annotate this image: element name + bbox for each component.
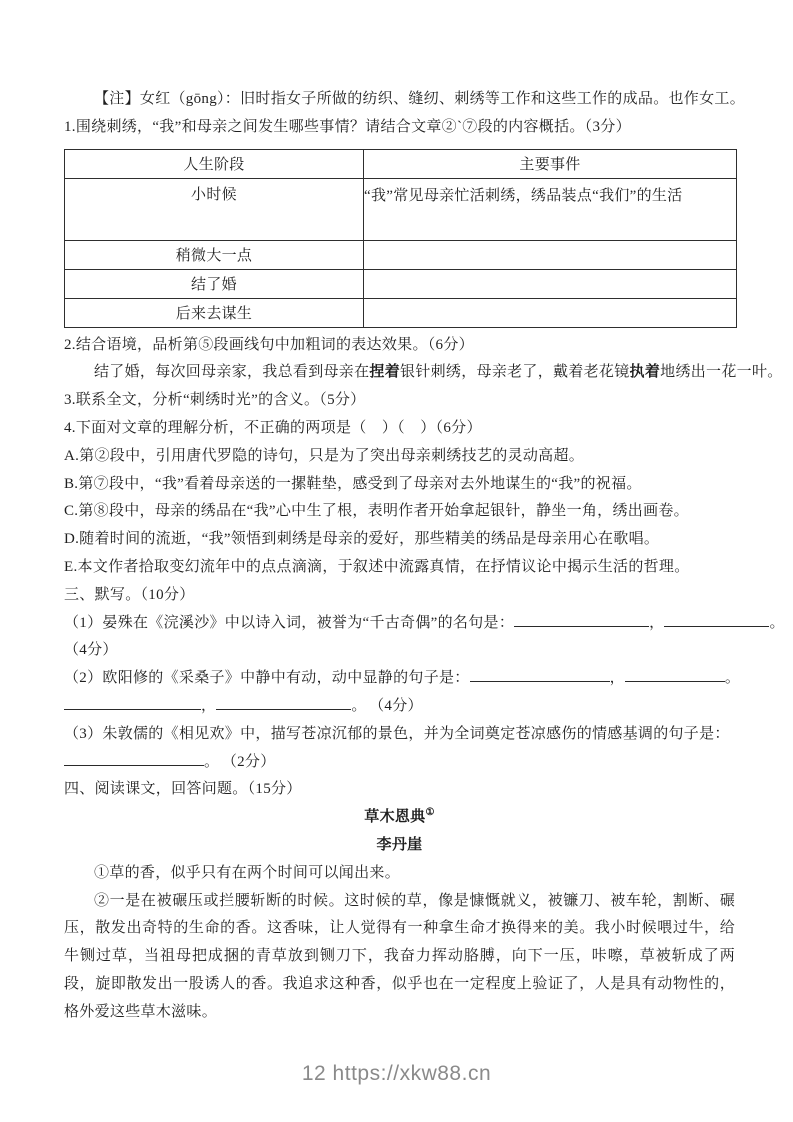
quote-part1: 结了婚，每次回母亲家，我总看到母亲在 <box>94 364 370 381</box>
option-c: C.第⑧段中，母亲的绣品在“我”心中生了根，表明作者开始拿起银针，静坐一角，绣出画卷。 <box>64 503 689 520</box>
dictation-item-2-cont <box>64 693 735 721</box>
event-cell <box>364 298 737 327</box>
answer-blank <box>664 611 769 627</box>
stage-cell: 稍微大一点 <box>65 240 364 269</box>
col-header-stage: 人生阶段 <box>65 149 364 178</box>
events-table <box>64 149 737 328</box>
dictation-item-3-cont <box>64 749 735 777</box>
answer-blank <box>64 750 204 766</box>
section-3-heading: 三、默写。（10分） <box>64 586 195 603</box>
passage-title-text: 草木恩典 <box>364 809 426 826</box>
dictation-item-1 <box>64 610 785 638</box>
table-row <box>65 269 737 298</box>
col-header-event: 主要事件 <box>364 149 737 178</box>
dictation-3-score: （2分） <box>229 753 276 770</box>
dictation-1-end: 。 <box>769 614 785 631</box>
quoted-sentence <box>64 359 783 387</box>
table-row <box>65 240 737 269</box>
stage-cell: 结了婚 <box>65 269 364 298</box>
dictation-1-text: （1）晏殊在《浣溪沙》中以诗入词，被誉为“千古奇偶”的名句是： <box>64 614 515 631</box>
quote-bold-word-1: 捏着 <box>369 364 401 381</box>
passage-paragraph-2: ②一是在被碾压或拦腰斩断的时候。这时候的草，像是慷慨就义，被镰刀、被车轮，割断、碾压，散发出奇特的生命的香。这香味，让人觉得有一种拿生命才换得来的美。我小时候喂过牛，给牛铡过草，当祖母把成捆的青草放到铡刀下，我奋力挥动胳膊，向下一压，咔嚓，草被斩成了两段，旋即散发出一股诱人的香。我追求这种香，似乎也在一定程度上验证了，人是具有动物性的，格外爱这些草木滋味。 <box>64 892 735 1020</box>
dictation-2-end2: 。 <box>351 697 367 714</box>
answer-blank <box>64 694 201 710</box>
event-cell: “我”常见母亲忙活刺绣，绣品装点“我们”的生活 <box>364 178 737 240</box>
answer-blank <box>625 666 725 682</box>
option-a: A.第②段中，引用唐代罗隐的诗句，只是为了突出母亲刺绣技艺的灵动高超。 <box>64 447 585 464</box>
answer-blank <box>514 611 649 627</box>
option-b: B.第⑦段中，“我”看着母亲送的一摞鞋垫，感受到了母亲对去外地谋生的“我”的祝福。 <box>64 475 642 492</box>
option-d: D.随着时间的流逝，“我”领悟到刺绣是母亲的爱好，那些精美的绣品是母亲用心在歌唱。 <box>64 531 660 548</box>
note-line <box>64 86 746 114</box>
footnote-marker: ① <box>425 807 435 819</box>
stage-cell: 后来去谋生 <box>65 298 364 327</box>
dictation-2-end: 。 <box>724 670 741 687</box>
question-3: 3.联系全文，分析“刺绣时光”的含义。（5分） <box>64 392 366 409</box>
event-cell <box>364 240 737 269</box>
option-e: E.本文作者拾取变幻流年中的点点滴滴，于叙述中流露真情，在抒情议论中揭示生活的哲理。 <box>64 558 690 575</box>
question-4: 4.下面对文章的理解分析，不正确的两项是（ ）（ ）（6分） <box>64 419 482 436</box>
event-cell <box>364 269 737 298</box>
passage-paragraph-1: ①草的香，似乎只有在两个时间可以闻出来。 <box>94 864 401 881</box>
dictation-3-end: 。 <box>204 753 220 770</box>
answer-blank <box>470 666 610 682</box>
table-row <box>65 298 737 327</box>
quote-bold-word-2: 执着 <box>629 364 661 381</box>
stage-cell: 小时候 <box>65 178 364 240</box>
dictation-item-3: （3）朱敦儒的《相见欢》中，描写苍凉沉郁的景色，并为全词奠定苍凉感伤的情感基调的句子是： <box>64 725 730 742</box>
question-2: 2.结合语境，品析第⑤段画线句中加粗词的表达效果。（6分） <box>64 336 474 353</box>
table-header-row <box>65 149 737 178</box>
dictation-item-2 <box>64 665 741 693</box>
dictation-2-text: （2）欧阳修的《采桑子》中静中有动，动中显静的句子是： <box>64 670 470 687</box>
dictation-item-1-score: （4分） <box>64 642 118 659</box>
section-4-heading: 四、阅读课文，回答问题。（15分） <box>64 781 302 798</box>
question-1: 1.围绕刺绣，“我”和母亲之间发生哪些事情？请结合文章②`⑦段的内容概括。（3分） <box>64 118 631 135</box>
table-row <box>65 178 737 240</box>
note-text: 【注】女红（gōng）：旧时指女子所做的纺织、缝纫、刺绣等工作和这些工作的成品。也作女工。 <box>94 91 746 107</box>
answer-blank <box>216 694 351 710</box>
dictation-2-score: （4分） <box>376 697 423 714</box>
page-footer: 12 https://xkw88.cn <box>301 1062 492 1085</box>
quote-part3: 地绣出一花一叶。 <box>660 364 783 381</box>
passage-title <box>64 804 735 832</box>
passage-author: 李丹崖 <box>376 836 423 853</box>
dictation-2-sep: ， <box>609 670 625 687</box>
dictation-2-sep2: ， <box>201 697 217 714</box>
dictation-1-sep: ， <box>649 614 665 631</box>
quote-part2: 银针刺绣，母亲老了，戴着老花镜 <box>400 364 630 381</box>
